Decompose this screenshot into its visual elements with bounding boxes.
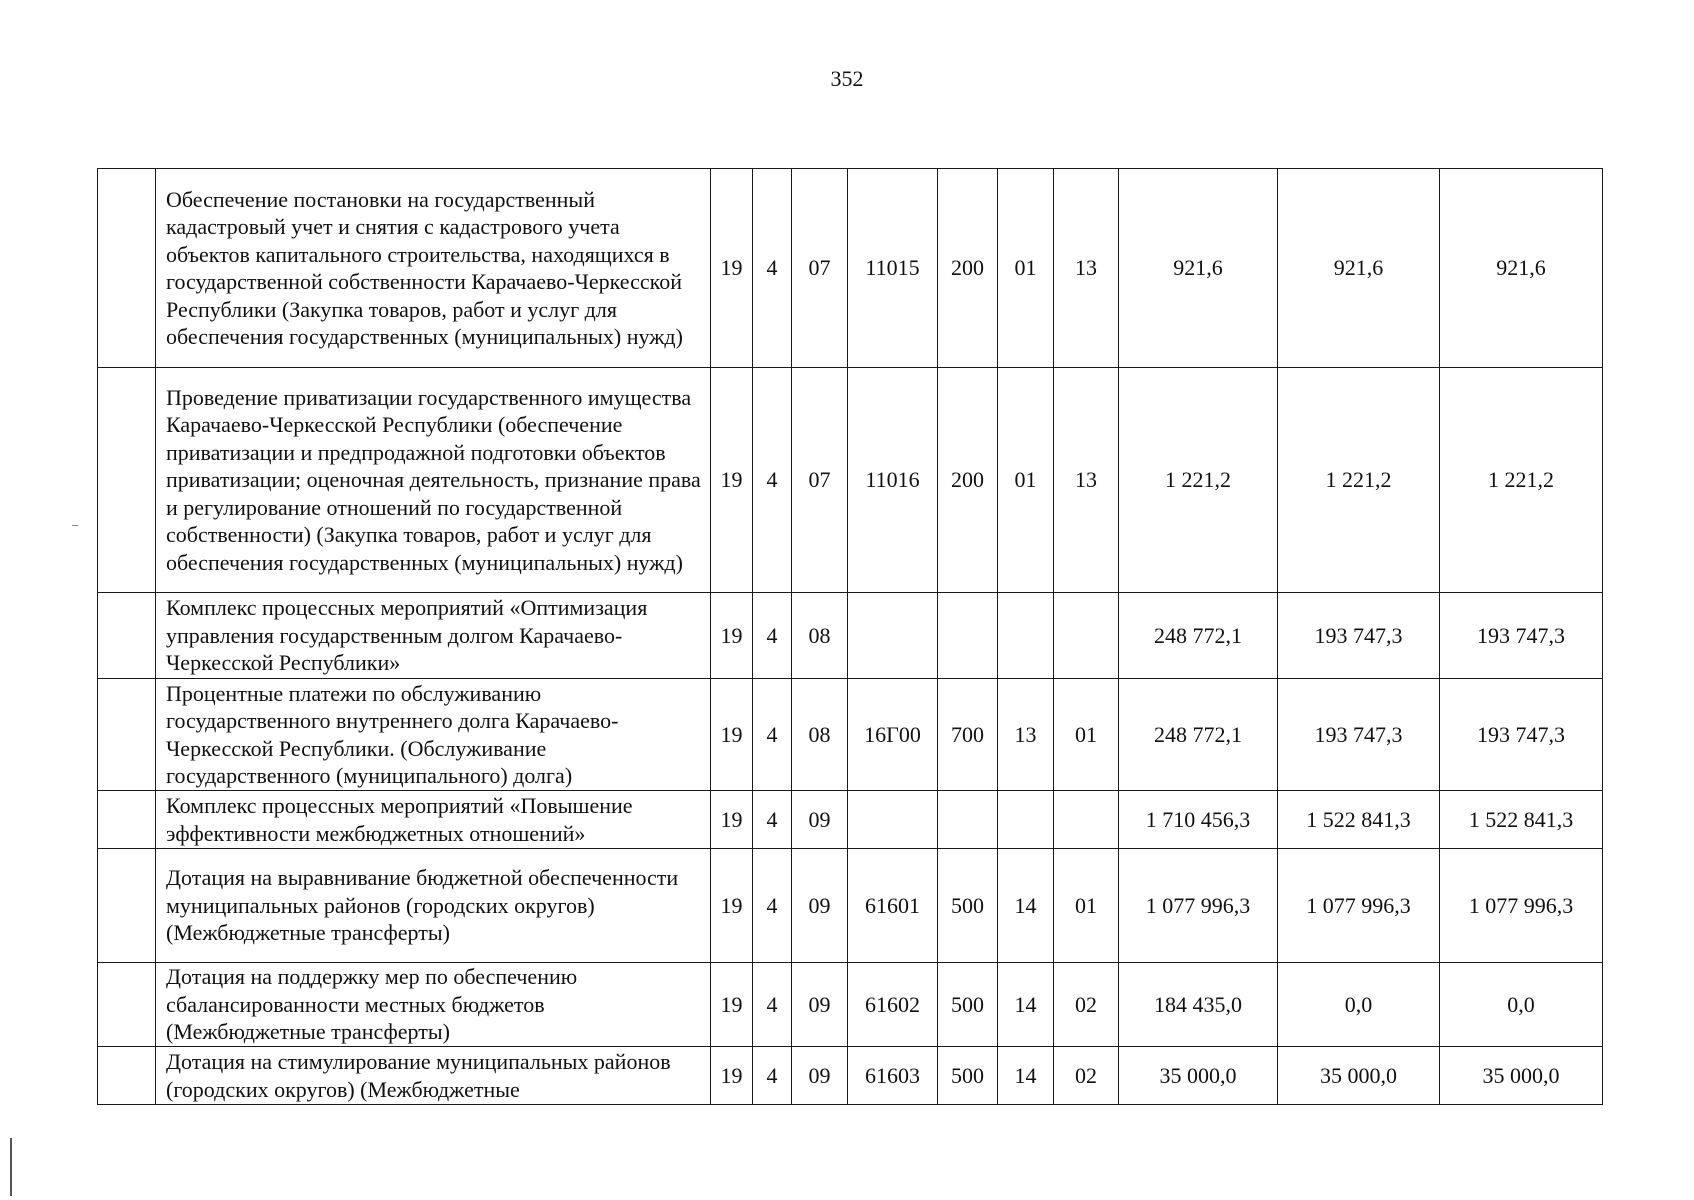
code-cell: 19: [711, 368, 753, 593]
code-cell: 07: [792, 368, 848, 593]
amount-cell: 193 747,3: [1440, 593, 1603, 679]
code-cell: 200: [938, 368, 998, 593]
code-cell: [998, 791, 1054, 849]
amount-cell: 1 077 996,3: [1119, 849, 1278, 963]
code-cell: 4: [753, 593, 792, 679]
code-cell: 19: [711, 593, 753, 679]
code-cell: 14: [998, 963, 1054, 1047]
amount-cell: 1 710 456,3: [1119, 791, 1278, 849]
row-number-cell: [98, 849, 156, 963]
amount-cell: 1 221,2: [1278, 368, 1440, 593]
row-number-cell: [98, 169, 156, 368]
code-cell: 09: [792, 849, 848, 963]
table-row: [98, 791, 1603, 849]
code-cell: 500: [938, 849, 998, 963]
code-cell: 11015: [848, 169, 938, 368]
code-cell: 19: [711, 963, 753, 1047]
code-cell: 13: [1054, 169, 1119, 368]
code-cell: 02: [1054, 1047, 1119, 1105]
table-row: [98, 593, 1603, 679]
row-number-cell: [98, 1047, 156, 1105]
amount-cell: 193 747,3: [1440, 679, 1603, 791]
code-cell: 16Г00: [848, 679, 938, 791]
row-number-cell: [98, 368, 156, 593]
code-cell: 61603: [848, 1047, 938, 1105]
budget-table: [97, 168, 1603, 1105]
row-number-cell: [98, 963, 156, 1047]
code-cell: 4: [753, 169, 792, 368]
code-cell: 4: [753, 368, 792, 593]
row-number-cell: [98, 791, 156, 849]
item-name-cell: Дотация на поддержку мер по обеспечению сбалансированности местных бюджетов (Межбюджетные трансферты): [156, 963, 711, 1047]
code-cell: 4: [753, 849, 792, 963]
page-number: 352: [830, 66, 864, 91]
code-cell: 01: [998, 368, 1054, 593]
table-row: [98, 169, 1603, 368]
code-cell: 700: [938, 679, 998, 791]
code-cell: 4: [753, 679, 792, 791]
amount-cell: 1 221,2: [1440, 368, 1603, 593]
code-cell: 11016: [848, 368, 938, 593]
table-row: [98, 849, 1603, 963]
table-row: [98, 963, 1603, 1047]
code-cell: 19: [711, 169, 753, 368]
code-cell: [1054, 791, 1119, 849]
code-cell: 01: [1054, 849, 1119, 963]
code-cell: 500: [938, 963, 998, 1047]
code-cell: 01: [998, 169, 1054, 368]
code-cell: [848, 593, 938, 679]
code-cell: 08: [792, 679, 848, 791]
amount-cell: 193 747,3: [1278, 593, 1440, 679]
table-row: [98, 679, 1603, 791]
scan-mark: [72, 525, 78, 526]
code-cell: 61601: [848, 849, 938, 963]
code-cell: 19: [711, 679, 753, 791]
code-cell: [998, 593, 1054, 679]
code-cell: [848, 791, 938, 849]
code-cell: 13: [998, 679, 1054, 791]
item-name-cell: Дотация на выравнивание бюджетной обеспеченности муниципальных районов (городских округов) (Межбюджетные трансферты): [156, 849, 711, 963]
code-cell: 500: [938, 1047, 998, 1105]
code-cell: 4: [753, 791, 792, 849]
row-number-cell: [98, 679, 156, 791]
item-name-cell: Процентные платежи по обслуживанию государственного внутреннего долга Карачаево-Черкесской Республики. (Обслуживание государственного (муниципального) долга): [156, 679, 711, 791]
amount-cell: 1 522 841,3: [1278, 791, 1440, 849]
code-cell: [938, 593, 998, 679]
code-cell: 61602: [848, 963, 938, 1047]
code-cell: 09: [792, 963, 848, 1047]
amount-cell: 1 077 996,3: [1278, 849, 1440, 963]
row-number-cell: [98, 593, 156, 679]
item-name-cell: Дотация на стимулирование муниципальных районов (городских округов) (Межбюджетные: [156, 1047, 711, 1105]
code-cell: 19: [711, 1047, 753, 1105]
code-cell: 200: [938, 169, 998, 368]
binding-edge-mark: [10, 1138, 12, 1196]
code-cell: 02: [1054, 963, 1119, 1047]
code-cell: 13: [1054, 368, 1119, 593]
code-cell: 4: [753, 963, 792, 1047]
code-cell: 19: [711, 791, 753, 849]
code-cell: [1054, 593, 1119, 679]
amount-cell: 1 077 996,3: [1440, 849, 1603, 963]
code-cell: 4: [753, 1047, 792, 1105]
amount-cell: 184 435,0: [1119, 963, 1278, 1047]
code-cell: 01: [1054, 679, 1119, 791]
amount-cell: 193 747,3: [1278, 679, 1440, 791]
item-name-cell: Комплекс процессных мероприятий «Повышение эффективности межбюджетных отношений»: [156, 791, 711, 849]
amount-cell: 35 000,0: [1440, 1047, 1603, 1105]
code-cell: 08: [792, 593, 848, 679]
amount-cell: 248 772,1: [1119, 593, 1278, 679]
amount-cell: 0,0: [1278, 963, 1440, 1047]
amount-cell: 0,0: [1440, 963, 1603, 1047]
code-cell: 19: [711, 849, 753, 963]
item-name-cell: Обеспечение постановки на государственный кадастровый учет и снятия с кадастрового учета объектов капитального строительства, находящихся в государственной собственности Карачаево-Черкесской Республики (Закупка товаров, работ и услуг для обеспечения государственных (муниципальных) нужд): [156, 169, 711, 368]
code-cell: 14: [998, 849, 1054, 963]
amount-cell: 35 000,0: [1119, 1047, 1278, 1105]
amount-cell: 248 772,1: [1119, 679, 1278, 791]
code-cell: 09: [792, 1047, 848, 1105]
code-cell: 07: [792, 169, 848, 368]
code-cell: 09: [792, 791, 848, 849]
code-cell: [938, 791, 998, 849]
amount-cell: 1 221,2: [1119, 368, 1278, 593]
amount-cell: 35 000,0: [1278, 1047, 1440, 1105]
item-name-cell: Комплекс процессных мероприятий «Оптимизация управления государственным долгом Карачаево-Черкесской Республики»: [156, 593, 711, 679]
table-row: [98, 368, 1603, 593]
table-row: [98, 1047, 1603, 1105]
amount-cell: 921,6: [1440, 169, 1603, 368]
amount-cell: 921,6: [1119, 169, 1278, 368]
item-name-cell: Проведение приватизации государственного имущества Карачаево-Черкесской Республики (обеспечение приватизации и предпродажной подготовки объектов приватизации; оценочная деятельность, признание права и регулирование отношений по государственной собственности) (Закупка товаров, работ и услуг для обеспечения государственных (муниципальных) нужд): [156, 368, 711, 593]
code-cell: 14: [998, 1047, 1054, 1105]
amount-cell: 1 522 841,3: [1440, 791, 1603, 849]
amount-cell: 921,6: [1278, 169, 1440, 368]
